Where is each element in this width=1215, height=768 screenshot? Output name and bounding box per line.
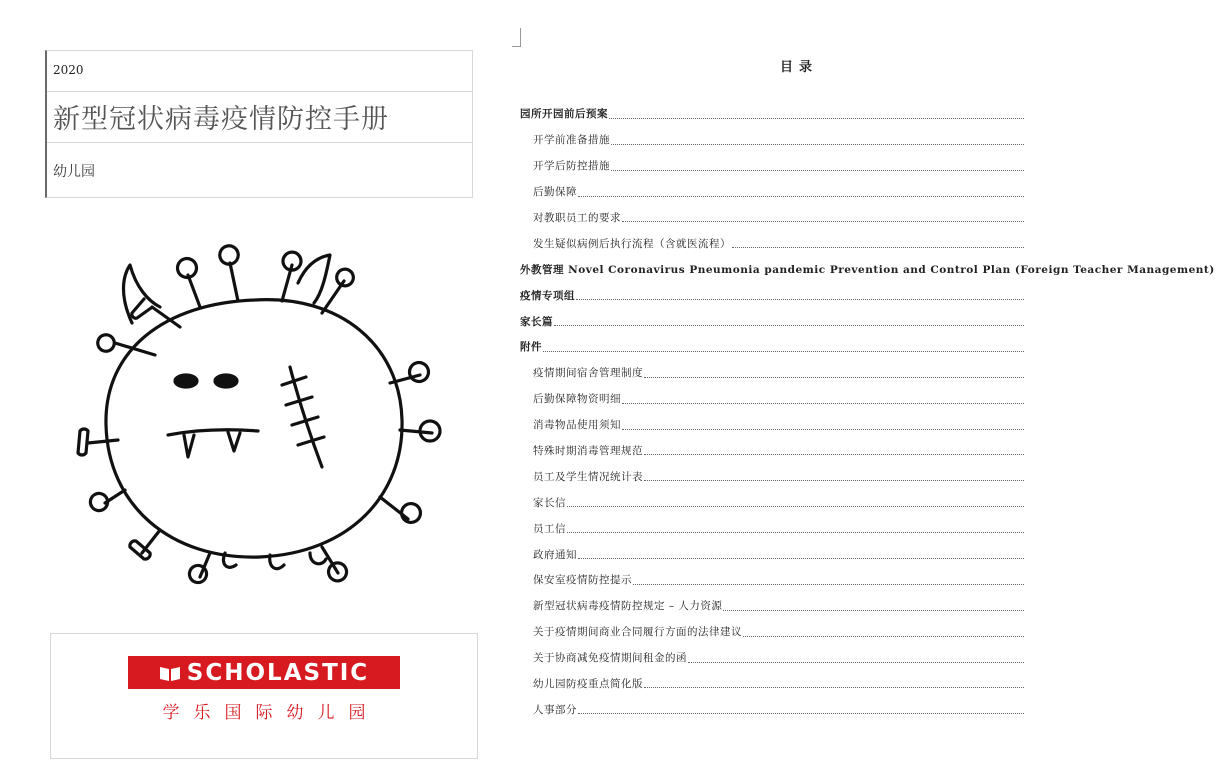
- cover-subtitle: 幼儿园: [53, 164, 95, 180]
- toc-entry-label: 后勤保障: [533, 186, 577, 199]
- toc-entry[interactable]: [520, 308, 1024, 334]
- toc-entry-label: 消毒物品使用须知: [533, 419, 621, 432]
- toc-entry-label: 疫情期间宿舍管理制度: [533, 367, 643, 380]
- toc-leader-dots: [743, 635, 1024, 637]
- toc-leader-dots: [611, 169, 1024, 171]
- toc-entry[interactable]: [520, 412, 1024, 438]
- toc-entry[interactable]: [520, 282, 1024, 308]
- toc-heading: 目录: [780, 60, 819, 75]
- toc-entry[interactable]: [520, 619, 1024, 645]
- toc-entry[interactable]: [520, 645, 1024, 671]
- toc-leader-dots: [732, 246, 1024, 248]
- toc-entry[interactable]: [520, 101, 1024, 127]
- toc-entry-label: 后勤保障物资明细: [533, 393, 621, 406]
- toc-leader-dots: [622, 402, 1024, 404]
- toc-entry-label: 人事部分: [533, 703, 577, 716]
- toc-entry[interactable]: [520, 489, 1024, 515]
- toc-leader-dots: [644, 376, 1024, 378]
- toc-leader-dots: [567, 505, 1024, 507]
- scholastic-logo: [128, 656, 400, 689]
- cover-year: 2020: [53, 63, 84, 77]
- toc-entry-label: 疫情专项组: [520, 289, 575, 302]
- toc-entry-label: 家长信: [533, 496, 566, 509]
- cover-divider: [47, 142, 472, 143]
- toc-entry-label: 对教职员工的要求: [533, 212, 621, 224]
- toc-leader-dots: [543, 350, 1024, 352]
- toc-entry[interactable]: [520, 567, 1024, 593]
- book-icon: [159, 664, 181, 682]
- toc-entry-label: 家长篇: [520, 315, 553, 328]
- toc-entry-label: 园所开园前后预案: [520, 108, 608, 121]
- toc-leader-dots: [611, 143, 1024, 145]
- toc-entry[interactable]: [520, 438, 1024, 464]
- cover-page: [0, 0, 510, 768]
- toc-entry[interactable]: [520, 593, 1024, 619]
- toc-entry-label: 员工信: [533, 522, 566, 535]
- virus-illustration: [60, 235, 450, 595]
- toc-leader-dots: [644, 686, 1024, 688]
- toc-entry[interactable]: [520, 256, 1215, 282]
- toc-leader-dots: [644, 453, 1024, 455]
- virus-mouth: [168, 430, 258, 435]
- toc-entry[interactable]: [520, 515, 1024, 541]
- toc-entry[interactable]: [520, 127, 1024, 153]
- toc-entry-label: 附件: [520, 341, 542, 354]
- toc-entry[interactable]: [520, 179, 1024, 205]
- toc-entry-label: 幼儿园防疫重点简化版: [533, 678, 643, 691]
- toc-leader-dots: [644, 479, 1024, 481]
- toc-entry[interactable]: [520, 153, 1024, 179]
- virus-eye: [175, 375, 197, 387]
- cover-header-box: [45, 50, 473, 198]
- toc-leader-dots: [609, 117, 1024, 119]
- cover-divider: [47, 91, 472, 92]
- toc-entry-label: 特殊时期消毒管理规范: [533, 445, 643, 458]
- toc-entry[interactable]: [520, 360, 1024, 386]
- toc-entry-label: 开学后防控措施: [533, 160, 610, 173]
- toc-leader-dots: [578, 712, 1024, 714]
- toc-entry-label: 关于协商减免疫情期间租金的函: [533, 652, 687, 665]
- toc-entry[interactable]: [520, 230, 1024, 256]
- toc-leader-dots: [578, 195, 1024, 197]
- virus-horn: [298, 255, 330, 303]
- toc-entry-label: 保安室疫情防控提示: [533, 574, 632, 587]
- toc-entry-label: 外教管理 Novel Coronavirus Pneumonia pandemic Prevention and Control Plan (Foreign Teacher Management): [520, 263, 1215, 276]
- logo-brand-text: SCHOLASTIC: [186, 659, 370, 686]
- logo-chinese-name: 学乐国际幼儿园: [162, 703, 380, 723]
- toc-entry-label: 新型冠状病毒疫情防控规定 – 人力资源: [533, 600, 723, 613]
- toc-leader-dots: [578, 557, 1024, 559]
- virus-body: [106, 300, 402, 557]
- toc-leader-dots: [554, 324, 1024, 326]
- toc-leader-dots: [567, 531, 1024, 533]
- virus-spikes: [78, 246, 440, 583]
- toc-entry-label: 关于疫情期间商业合同履行方面的法律建议: [533, 626, 742, 639]
- virus-eye: [215, 375, 237, 387]
- toc-entry[interactable]: [520, 541, 1024, 567]
- toc-leader-dots: [622, 428, 1024, 430]
- toc-entry-label: 开学前准备措施: [533, 134, 610, 147]
- toc-leader-dots: [576, 298, 1024, 300]
- toc-list: [520, 101, 1215, 722]
- toc-entry-label: 员工及学生情况统计表: [533, 470, 643, 483]
- toc-leader-dots: [688, 661, 1024, 663]
- virus-scar: [282, 367, 324, 467]
- toc-entry[interactable]: [520, 205, 1024, 231]
- logo-box: [50, 633, 478, 759]
- toc-entry[interactable]: [520, 463, 1024, 489]
- toc-entry-label: 政府通知: [533, 548, 577, 561]
- toc-leader-dots: [723, 609, 1024, 611]
- toc-entry[interactable]: [520, 386, 1024, 412]
- toc-entry-label: 发生疑似病例后执行流程（含就医流程）: [533, 237, 731, 250]
- virus-fang: [184, 432, 240, 457]
- toc-entry[interactable]: [520, 334, 1024, 360]
- toc-page: [518, 0, 1215, 768]
- cover-title: 新型冠状病毒疫情防控手册: [53, 104, 389, 135]
- toc-leader-dots: [622, 220, 1024, 222]
- toc-entry[interactable]: [520, 671, 1024, 697]
- toc-entry[interactable]: [520, 696, 1024, 722]
- toc-leader-dots: [633, 583, 1024, 585]
